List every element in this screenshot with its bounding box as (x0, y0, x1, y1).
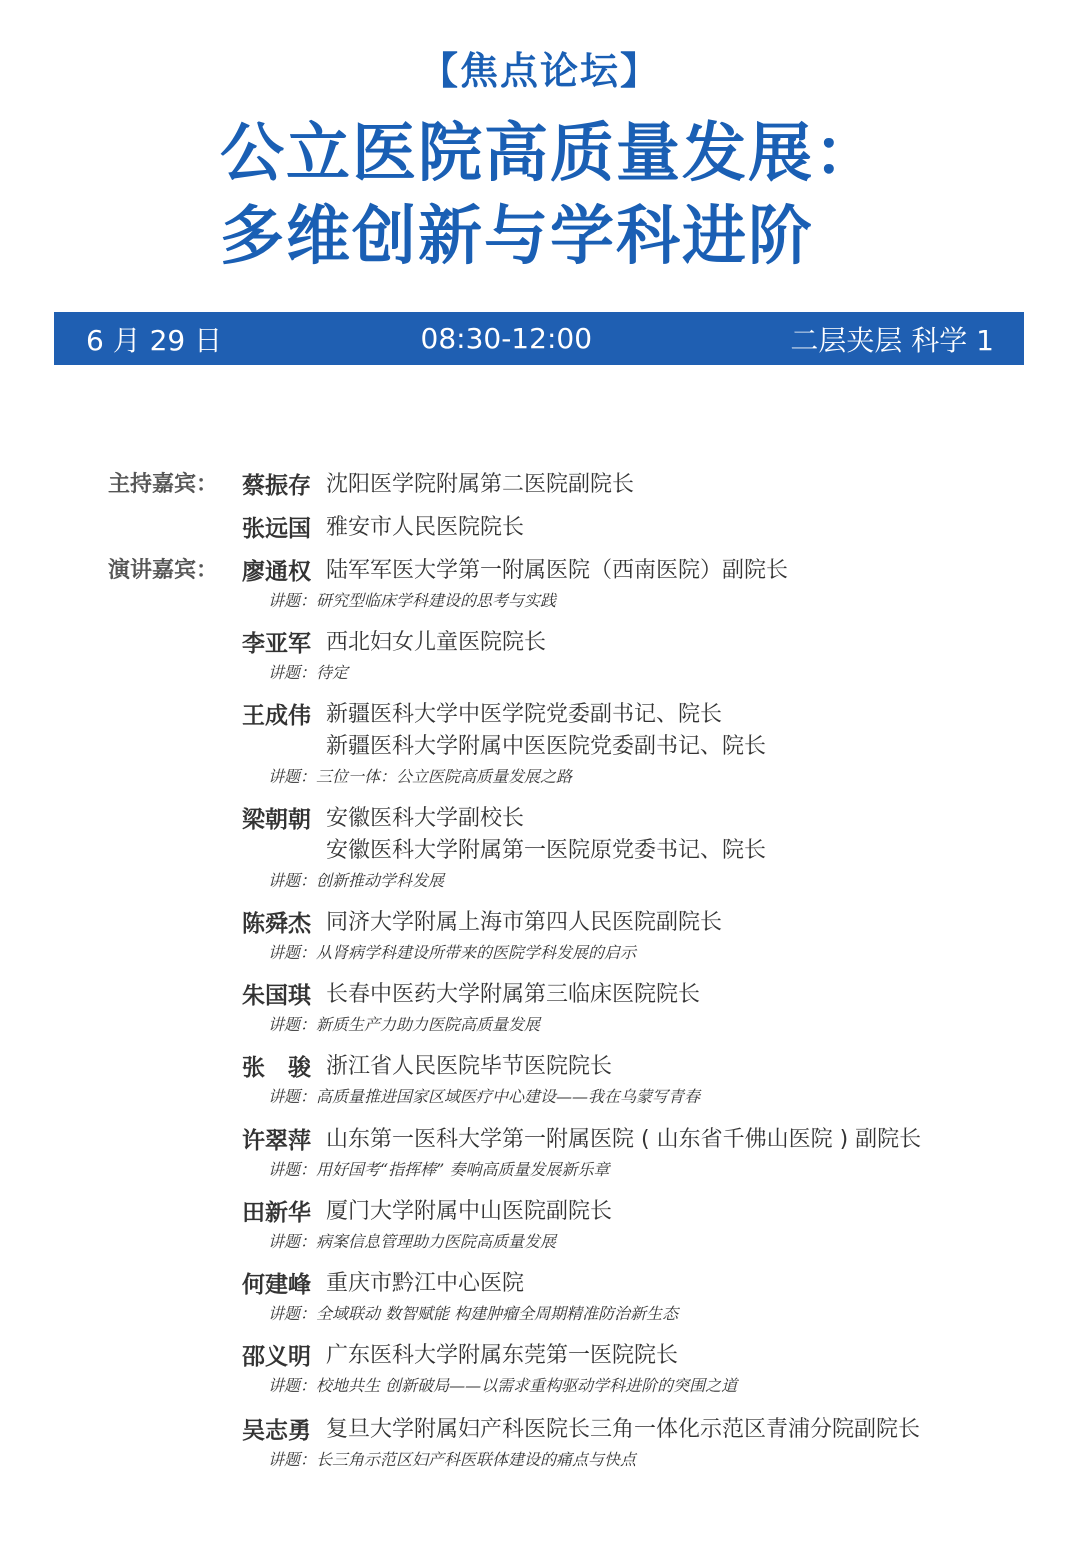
session-date: 6 月 29 日 (86, 323, 223, 357)
speaker-org: 复旦大学附属妇产科医院长三角一体化示范区青浦分院副院长 (326, 1417, 921, 1442)
speaker-name: 李亚军 (242, 631, 311, 657)
speaker-name: 梁朝朝 (242, 807, 311, 833)
speaker-name: 张 骏 (242, 1055, 311, 1081)
page-title-line-1: 公立医院高质量发展： (220, 117, 880, 191)
speaker-name: 何建峰 (242, 1272, 311, 1298)
host-org: 沈阳医学院附属第二医院副院长 (326, 472, 635, 497)
speaker-topic: 讲题：全域联动 数智赋能 构建肿瘤全周期精准防治新生态 (268, 1304, 679, 1323)
speaker-name: 朱国琪 (242, 983, 311, 1009)
speaker-topic: 讲题：三位一体：公立医院高质量发展之路 (268, 767, 573, 786)
speaker-org: 陆军军医大学第一附属医院（西南医院）副院长 (326, 558, 789, 583)
speaker-org: 浙江省人民医院毕节医院院长 (326, 1054, 613, 1079)
speaker-topic: 讲题：研究型临床学科建设的思考与实践 (268, 591, 557, 610)
host-org: 雅安市人民医院院长 (326, 515, 525, 540)
speaker-topic: 讲题：用好国考“指挥棒” 奏响高质量发展新乐章 (268, 1160, 610, 1179)
host-role-label: 主持嘉宾： (108, 472, 219, 497)
speaker-org: 西北妇女儿童医院院长 (326, 630, 547, 655)
speaker-org: 重庆市黔江中心医院 (326, 1271, 525, 1296)
speaker-topic: 讲题：创新推动学科发展 (268, 871, 445, 890)
speaker-name: 廖通权 (242, 559, 311, 585)
speaker-topic: 讲题：长三角示范区妇产科医联体建设的痛点与快点 (268, 1450, 637, 1469)
speaker-org: 山东第一医科大学第一附属医院 ( 山东省千佛山医院 ) 副院长 (326, 1127, 922, 1152)
speaker-topic: 讲题：校地共生 创新破局——以需求重构驱动学科进阶的突围之道 (268, 1376, 738, 1395)
speaker-org: 安徽医科大学副校长 (326, 806, 525, 831)
speaker-org: 新疆医科大学附属中医医院党委副书记、院长 (326, 734, 767, 759)
session-time: 08:30-12:00 (420, 322, 593, 355)
speaker-topic: 讲题：待定 (268, 663, 349, 682)
speaker-topic: 讲题：新质生产力助力医院高质量发展 (268, 1015, 541, 1034)
speaker-topic: 讲题：病案信息管理助力医院高质量发展 (268, 1232, 557, 1251)
speaker-name: 田新华 (242, 1200, 311, 1226)
session-info-bar (54, 312, 1024, 365)
speaker-name: 邵义明 (242, 1344, 311, 1370)
speaker-name: 陈舜杰 (242, 911, 311, 937)
speaker-org: 同济大学附属上海市第四人民医院副院长 (326, 910, 723, 935)
page-title-line-2: 多维创新与学科进阶 (220, 200, 814, 274)
speaker-org: 长春中医药大学附属第三临床医院院长 (326, 982, 701, 1007)
speaker-role-label: 演讲嘉宾： (108, 558, 219, 583)
speaker-org: 广东医科大学附属东莞第一医院院长 (326, 1343, 679, 1368)
speaker-org: 安徽医科大学附属第一医院原党委书记、院长 (326, 838, 767, 863)
speaker-org: 新疆医科大学中医学院党委副书记、院长 (326, 702, 723, 727)
speaker-name: 许翠萍 (242, 1128, 311, 1154)
speaker-topic: 讲题：从肾病学科建设所带来的医院学科发展的启示 (268, 943, 637, 962)
speaker-topic: 讲题：高质量推进国家区域医疗中心建设——我在乌蒙写青春 (268, 1087, 701, 1106)
forum-tag: 【焦点论坛】 (419, 49, 660, 93)
session-location: 二层夹层 科学 1 (790, 323, 994, 357)
host-name: 蔡振存 (242, 473, 311, 499)
speaker-name: 吴志勇 (242, 1418, 311, 1444)
speaker-name: 王成伟 (242, 703, 311, 729)
host-name: 张远国 (242, 516, 311, 542)
speaker-org: 厦门大学附属中山医院副院长 (326, 1199, 613, 1224)
